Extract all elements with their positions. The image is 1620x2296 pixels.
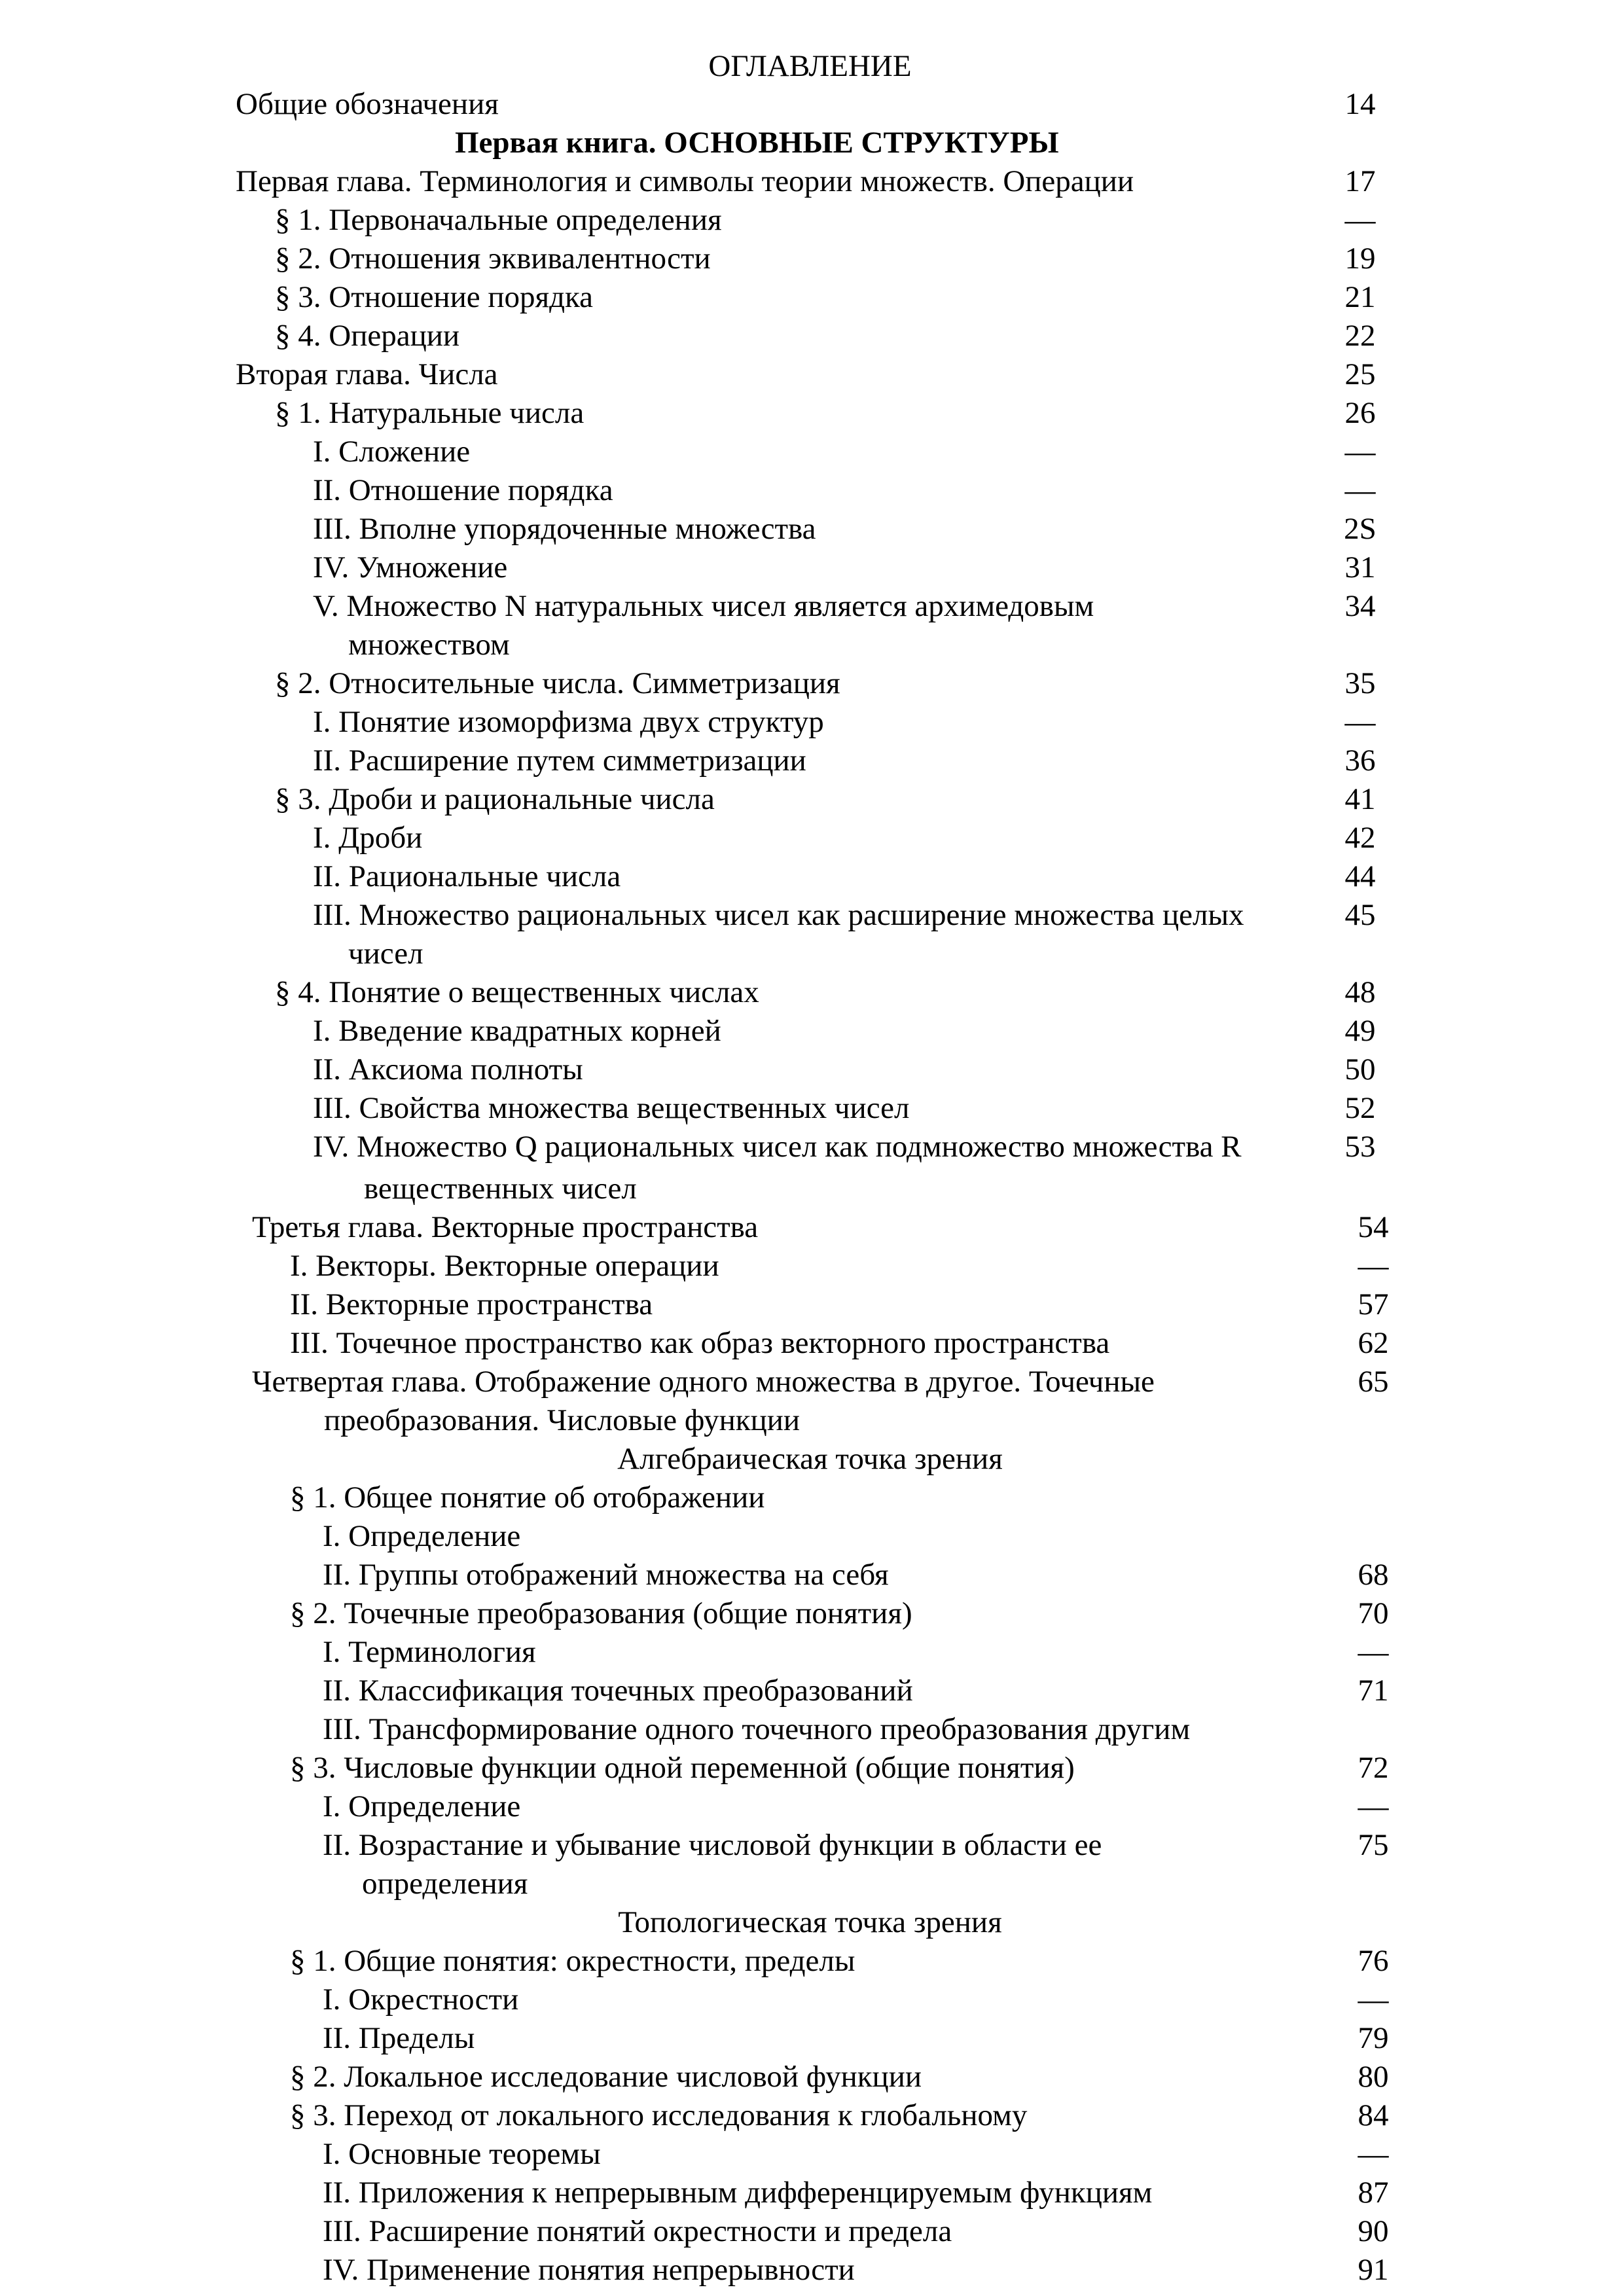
toc-page-number: 45 [1344, 898, 1376, 932]
subsection-entry: IV. Умножение [313, 550, 508, 584]
toc-page-number: 75 [1358, 1828, 1389, 1862]
subsection-entry: I. Основные теоремы [323, 2137, 601, 2171]
toc-page-number: 80 [1358, 2060, 1389, 2094]
subsection-entry: III. Точечное пространство как образ векторного пространства [290, 1326, 1110, 1360]
chapter-title: Вторая глава. Числа [236, 357, 498, 391]
toc-page-number: 53 [1344, 1130, 1376, 1164]
subsection-entry: I. Векторы. Векторные операции [290, 1249, 719, 1283]
section-entry: § 3. Переход от локального исследования к глобальному [290, 2098, 1028, 2132]
toc-page-number: — [1344, 435, 1376, 469]
toc-page-number: 91 [1358, 2253, 1389, 2287]
section-entry: § 2. Отношения эквивалентности [275, 242, 711, 276]
toc-page-number: 42 [1344, 821, 1376, 855]
entry-continuation: определения [362, 1867, 528, 1901]
subsection-entry: I. Определение [323, 1519, 521, 1553]
section-entry: § 2. Точечные преобразования (общие понятия) [290, 1596, 912, 1630]
subsection-entry: III. Трансформирование одного точечного преобразования другим [323, 1712, 1191, 1746]
toc-page-number: — [1358, 1789, 1389, 1823]
toc-title: ОГЛАВЛЕНИЕ [708, 49, 912, 83]
chapter-title: Четвертая глава. Отображение одного множества в другое. Точечные [252, 1365, 1155, 1399]
toc-page-number: 31 [1344, 550, 1376, 584]
subsection-entry: II. Векторные пространства [290, 1287, 653, 1321]
toc-page-number: 25 [1344, 357, 1376, 391]
toc-page-number: — [1344, 203, 1376, 237]
subsection-entry: I. Дроби [313, 821, 423, 855]
subsection-entry: I. Понятие изоморфизма двух структур [313, 705, 824, 739]
subsection-entry: II. Группы отображений множества на себя [323, 1558, 889, 1592]
toc-page-number: 36 [1344, 744, 1376, 778]
toc-page-number: 14 [1344, 87, 1376, 121]
toc-page-number: 2S [1344, 512, 1377, 546]
entry-continuation: чисел [348, 937, 423, 971]
entry-continuation: вещественных чисел [364, 1172, 637, 1206]
toc-page-number: 87 [1358, 2176, 1389, 2210]
subsection-entry: IV. Множество Q рациональных чисел как подмножество множества R [313, 1130, 1242, 1164]
toc-page-number: 22 [1344, 319, 1376, 353]
toc-page-number: — [1344, 473, 1376, 507]
subsection-entry: I. Определение [323, 1789, 521, 1823]
section-entry: § 3. Отношение порядка [275, 280, 594, 314]
toc-page-number: 26 [1344, 396, 1376, 430]
toc-page-number: — [1358, 1635, 1389, 1669]
subsection-entry: I. Сложение [313, 435, 471, 469]
subsection-entry: II. Отношение порядка [313, 473, 613, 507]
chapter-title: Первая глава. Терминология и символы теории множеств. Операции [236, 164, 1134, 198]
toc-page-number: 52 [1344, 1091, 1376, 1125]
toc-entry-label: Общие обозначения [236, 87, 499, 121]
section-entry: § 2. Относительные числа. Симметризация [275, 666, 840, 700]
toc-page-number: — [1344, 705, 1376, 739]
toc-page-number: 41 [1344, 782, 1376, 816]
section-entry: § 1. Общие понятия: окрестности, пределы [290, 1944, 855, 1978]
toc-page-number: 79 [1358, 2021, 1389, 2055]
toc-page-number: 71 [1358, 1674, 1389, 1708]
toc-page-number: 50 [1344, 1052, 1376, 1086]
entry-continuation: преобразования. Числовые функции [324, 1403, 801, 1437]
toc-page-number: 65 [1358, 1365, 1389, 1399]
subsection-entry: I. Окрестности [323, 1982, 519, 2017]
section-entry: § 1. Натуральные числа [275, 396, 585, 430]
subsection-entry: I. Терминология [323, 1635, 536, 1669]
subsection-entry: II. Классификация точечных преобразований [323, 1674, 913, 1708]
toc-page-number: 72 [1358, 1751, 1389, 1785]
subsection-entry: V. Множество N натуральных чисел является архимедовым [313, 589, 1094, 623]
subsection-entry: III. Расширение понятий окрестности и предела [323, 2214, 952, 2248]
toc-page-number: 54 [1358, 1210, 1389, 1244]
subsection-entry: II. Рациональные числа [313, 859, 621, 893]
subsection-entry: III. Множество рациональных чисел как расширение множества целых [313, 898, 1244, 932]
chapter-title: Третья глава. Векторные пространства [252, 1210, 759, 1244]
toc-page-number: 76 [1358, 1944, 1389, 1978]
part-heading: Топологическая точка зрения [618, 1905, 1002, 1939]
section-entry: § 4. Понятие о вещественных числах [275, 975, 759, 1009]
toc-page-number: 35 [1344, 666, 1376, 700]
part-heading: Алгебраическая точка зрения [617, 1442, 1003, 1476]
toc-page-number: — [1358, 1982, 1389, 2017]
toc-page-number: 19 [1344, 242, 1376, 276]
section-entry: § 1. Общее понятие об отображении [290, 1480, 765, 1515]
subsection-entry: II. Пределы [323, 2021, 475, 2055]
toc-page-number: 57 [1358, 1287, 1389, 1321]
section-entry: § 4. Операции [275, 319, 460, 353]
toc-page-number: 48 [1344, 975, 1376, 1009]
toc-page-number: 90 [1358, 2214, 1389, 2248]
section-entry: § 2. Локальное исследование числовой функции [290, 2060, 922, 2094]
toc-page-number: 34 [1344, 589, 1376, 623]
subsection-entry: II. Приложения к непрерывным дифференцируемым функциям [323, 2176, 1153, 2210]
subsection-entry: III. Свойства множества вещественных чисел [313, 1091, 910, 1125]
toc-page-number: 68 [1358, 1558, 1389, 1592]
toc-page-number: 62 [1358, 1326, 1389, 1360]
book-heading: Первая книга. ОСНОВНЫЕ СТРУКТУРЫ [455, 126, 1059, 160]
toc-page-number: 84 [1358, 2098, 1389, 2132]
subsection-entry: II. Аксиома полноты [313, 1052, 583, 1086]
subsection-entry: IV. Применение понятия непрерывности [323, 2253, 855, 2287]
entry-continuation: множеством [348, 628, 510, 662]
toc-page-number: 21 [1344, 280, 1376, 314]
subsection-entry: I. Введение квадратных корней [313, 1014, 721, 1048]
section-entry: § 3. Числовые функции одной переменной (общие понятия) [290, 1751, 1075, 1785]
toc-page-number: — [1358, 2137, 1389, 2171]
subsection-entry: II. Расширение путем симметризации [313, 744, 806, 778]
toc-page-number: — [1358, 1249, 1389, 1283]
subsection-entry: III. Вполне упорядоченные множества [313, 512, 816, 546]
section-entry: § 1. Первоначальные определения [275, 203, 722, 237]
section-entry: § 3. Дроби и рациональные числа [275, 782, 715, 816]
toc-page-number: 70 [1358, 1596, 1389, 1630]
toc-page-number: 17 [1344, 164, 1376, 198]
subsection-entry: II. Возрастание и убывание числовой функции в области ее [323, 1828, 1102, 1862]
toc-page-number: 44 [1344, 859, 1376, 893]
toc-page-number: 49 [1344, 1014, 1376, 1048]
